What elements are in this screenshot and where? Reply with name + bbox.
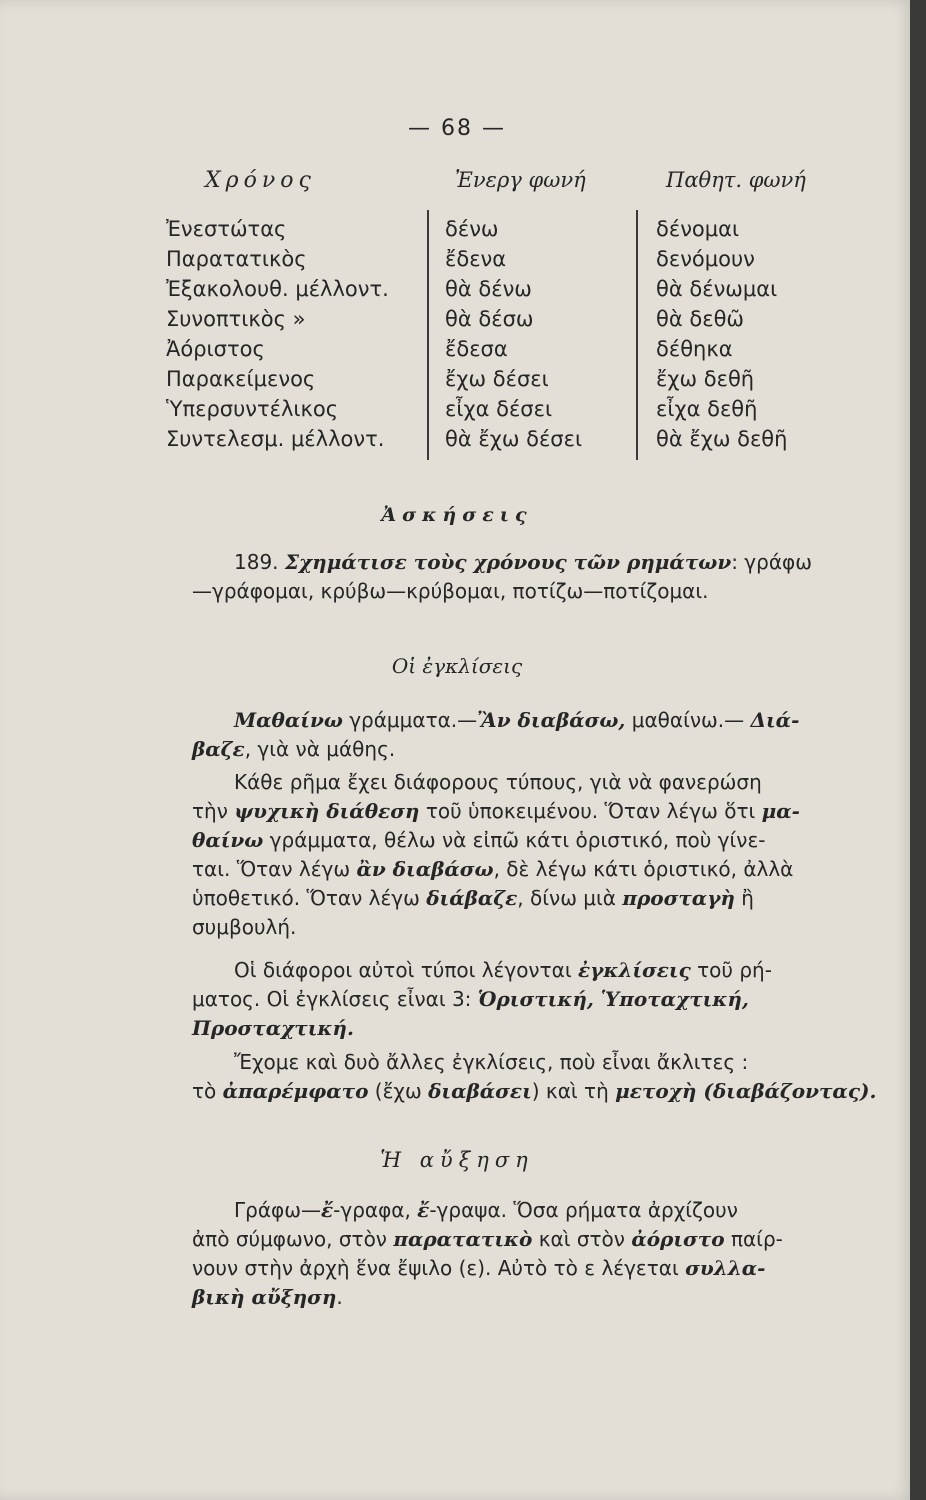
example-word: Διά- (750, 708, 800, 732)
text-span: ἢ (734, 886, 754, 910)
term: παρατατικὸ (393, 1227, 533, 1251)
passive-cell: ἔχω δεθῆ (656, 367, 755, 391)
exercise-instruction: Σχημάτισε τοὺς χρόνους τῶν ρημάτων (284, 550, 732, 574)
exercise-189 (192, 548, 862, 606)
moods-paragraph-2 (192, 768, 862, 942)
term: Ὁριστική, Ὑποταχτική, (477, 987, 749, 1011)
text-span: , δίνω μιὰ (517, 886, 623, 910)
moods-paragraph-1 (192, 706, 862, 764)
text-span: ὑποθετικό. Ὅταν λέγω (192, 886, 427, 910)
term: Προσταχτική. (192, 1016, 354, 1040)
text-span: τοῦ ὑποκειμένου. Ὅταν λέγω ὅτι (419, 799, 762, 823)
tense-cell: Συντελεσμ. μέλλοντ. (166, 427, 385, 451)
text-span: Οἱ διάφοροι αὐτοὶ τύποι λέγονται (234, 958, 578, 982)
text-line: Κάθε ρῆμα ἔχει διάφορους τύπους, γιὰ νὰ φανερώση (234, 770, 762, 794)
tense-cell: Ἐξακολουθ. μέλλοντ. (166, 277, 389, 301)
exercises-heading: Ἀσκήσεις (381, 504, 533, 526)
exercise-text: : γράφω (731, 550, 812, 574)
tense-cell: Παρακείμενος (166, 367, 316, 391)
augment-heading: Ἡ αὔξηση (380, 1148, 534, 1172)
text-span: -γραφα, (333, 1198, 418, 1222)
page-number: — 68 — (408, 116, 506, 141)
passive-cell: θὰ δένωμαι (656, 277, 778, 301)
term: ἐγκλίσεις (577, 958, 691, 982)
active-voice-column (445, 214, 582, 454)
term: ἀόριστο (631, 1227, 725, 1251)
text-span: παίρ- (724, 1227, 783, 1251)
passive-voice-column (656, 214, 787, 454)
text-line: Ἔχομε καὶ δυὸ ἄλλες ἐγκλίσεις, ποὺ εἶναι ἄκλιτες : (234, 1050, 749, 1074)
term: ἂν διαβάσω (356, 857, 494, 881)
term: μα- (761, 799, 800, 823)
term: βικὴ αὔξηση (192, 1285, 337, 1309)
text-span: -γραψα. Ὅσα ρήματα ἀρχίζουν (429, 1198, 738, 1222)
term: θαίνω (192, 828, 264, 852)
augment-paragraph (192, 1196, 862, 1312)
term: ἀπαρέμφατο (222, 1079, 369, 1103)
header-active-voice: Ἐνεργ φωνή (455, 168, 586, 192)
page-edge (910, 0, 926, 1500)
active-cell: θὰ δένω (445, 277, 532, 301)
passive-cell: εἶχα δεθῆ (656, 397, 758, 421)
text-span: μαθαίνω.— (625, 708, 751, 732)
header-passive-voice: Παθητ. φωνή (666, 168, 806, 192)
active-cell: ἔδενα (445, 247, 507, 271)
passive-cell: θὰ δεθῶ (656, 307, 744, 331)
passive-cell: δένομαι (656, 217, 740, 241)
text-span: γράμματα, θέλω νὰ εἰπῶ κάτι ὁριστικό, ποὺ γίνε- (263, 828, 766, 852)
tense-column (166, 214, 389, 454)
example-word: Μαθαίνω (234, 708, 343, 732)
exercise-number: 189. (234, 550, 279, 574)
text-line: συμβουλή. (192, 915, 297, 939)
moods-paragraph-4 (192, 1048, 877, 1106)
text-span: τὴν (192, 799, 235, 823)
text-span: , γιὰ νὰ μάθης. (244, 737, 396, 761)
text-span: ματος. Οἱ ἐγκλίσεις εἶναι 3: (192, 987, 478, 1011)
tense-cell: Παρατατικὸς (166, 247, 307, 271)
tense-cell: Ἀόριστος (166, 337, 265, 361)
term: ἔ (417, 1198, 430, 1222)
active-cell: θὰ δέσω (445, 307, 534, 331)
text-span: ται. Ὅταν λέγω (192, 857, 357, 881)
term: προσταγὴ (622, 886, 735, 910)
passive-cell: δενόμουν (656, 247, 755, 271)
tense-cell: Ἐνεστώτας (166, 217, 287, 241)
tense-cell: Συνοπτικὸς » (166, 307, 306, 331)
term: συλλα- (685, 1256, 766, 1280)
text-span: νουν στὴν ἀρχὴ ἕνα ἔψιλο (ε). Αὐτὸ τὸ ε λέγεται (192, 1256, 686, 1280)
term: διάβαζε (426, 886, 518, 910)
example-word: βαζε (192, 737, 245, 761)
header-tense: Χρόνος (205, 168, 316, 193)
passive-cell: θὰ ἔχω δεθῆ (656, 427, 788, 451)
text-span: καὶ στὸν (532, 1227, 632, 1251)
text-span: τὸ (192, 1079, 223, 1103)
term: μετοχὴ (διαβάζοντας). (615, 1079, 877, 1103)
text-span: τοῦ ρή- (690, 958, 772, 982)
exercise-text: —γράφομαι, κρύβω—κρύβομαι, ποτίζω—ποτίζομαι. (192, 579, 709, 603)
column-divider (636, 210, 638, 460)
text-span: γράμματα.— (342, 708, 478, 732)
active-cell: ἔχω δέσει (445, 367, 549, 391)
term: διαβάσει (428, 1079, 532, 1103)
tense-cell: Ὑπερσυντέλικος (166, 397, 339, 421)
active-cell: θὰ ἔχω δέσει (445, 427, 583, 451)
active-cell: ἔδεσα (445, 337, 508, 361)
active-cell: εἶχα δέσει (445, 397, 553, 421)
active-cell: δένω (445, 217, 499, 241)
example-word: Ἂν διαβάσω, (477, 708, 626, 732)
text-span: Γράφω— (234, 1198, 321, 1222)
term: ἔ (320, 1198, 334, 1222)
moods-paragraph-3 (192, 956, 862, 1043)
term: ψυχικὴ διάθεση (234, 799, 420, 823)
text-span: , δὲ λέγω κάτι ὁριστικό, ἀλλὰ (493, 857, 794, 881)
column-divider (427, 210, 429, 460)
text-span: ) καὶ τὴ (531, 1079, 616, 1103)
moods-heading: Οἱ ἐγκλίσεις (391, 654, 523, 678)
passive-cell: δέθηκα (656, 337, 733, 361)
text-span: ἀπὸ σύμφωνο, στὸν (192, 1227, 394, 1251)
text-span: (ἔχω (368, 1079, 429, 1103)
text-span: . (336, 1285, 343, 1309)
